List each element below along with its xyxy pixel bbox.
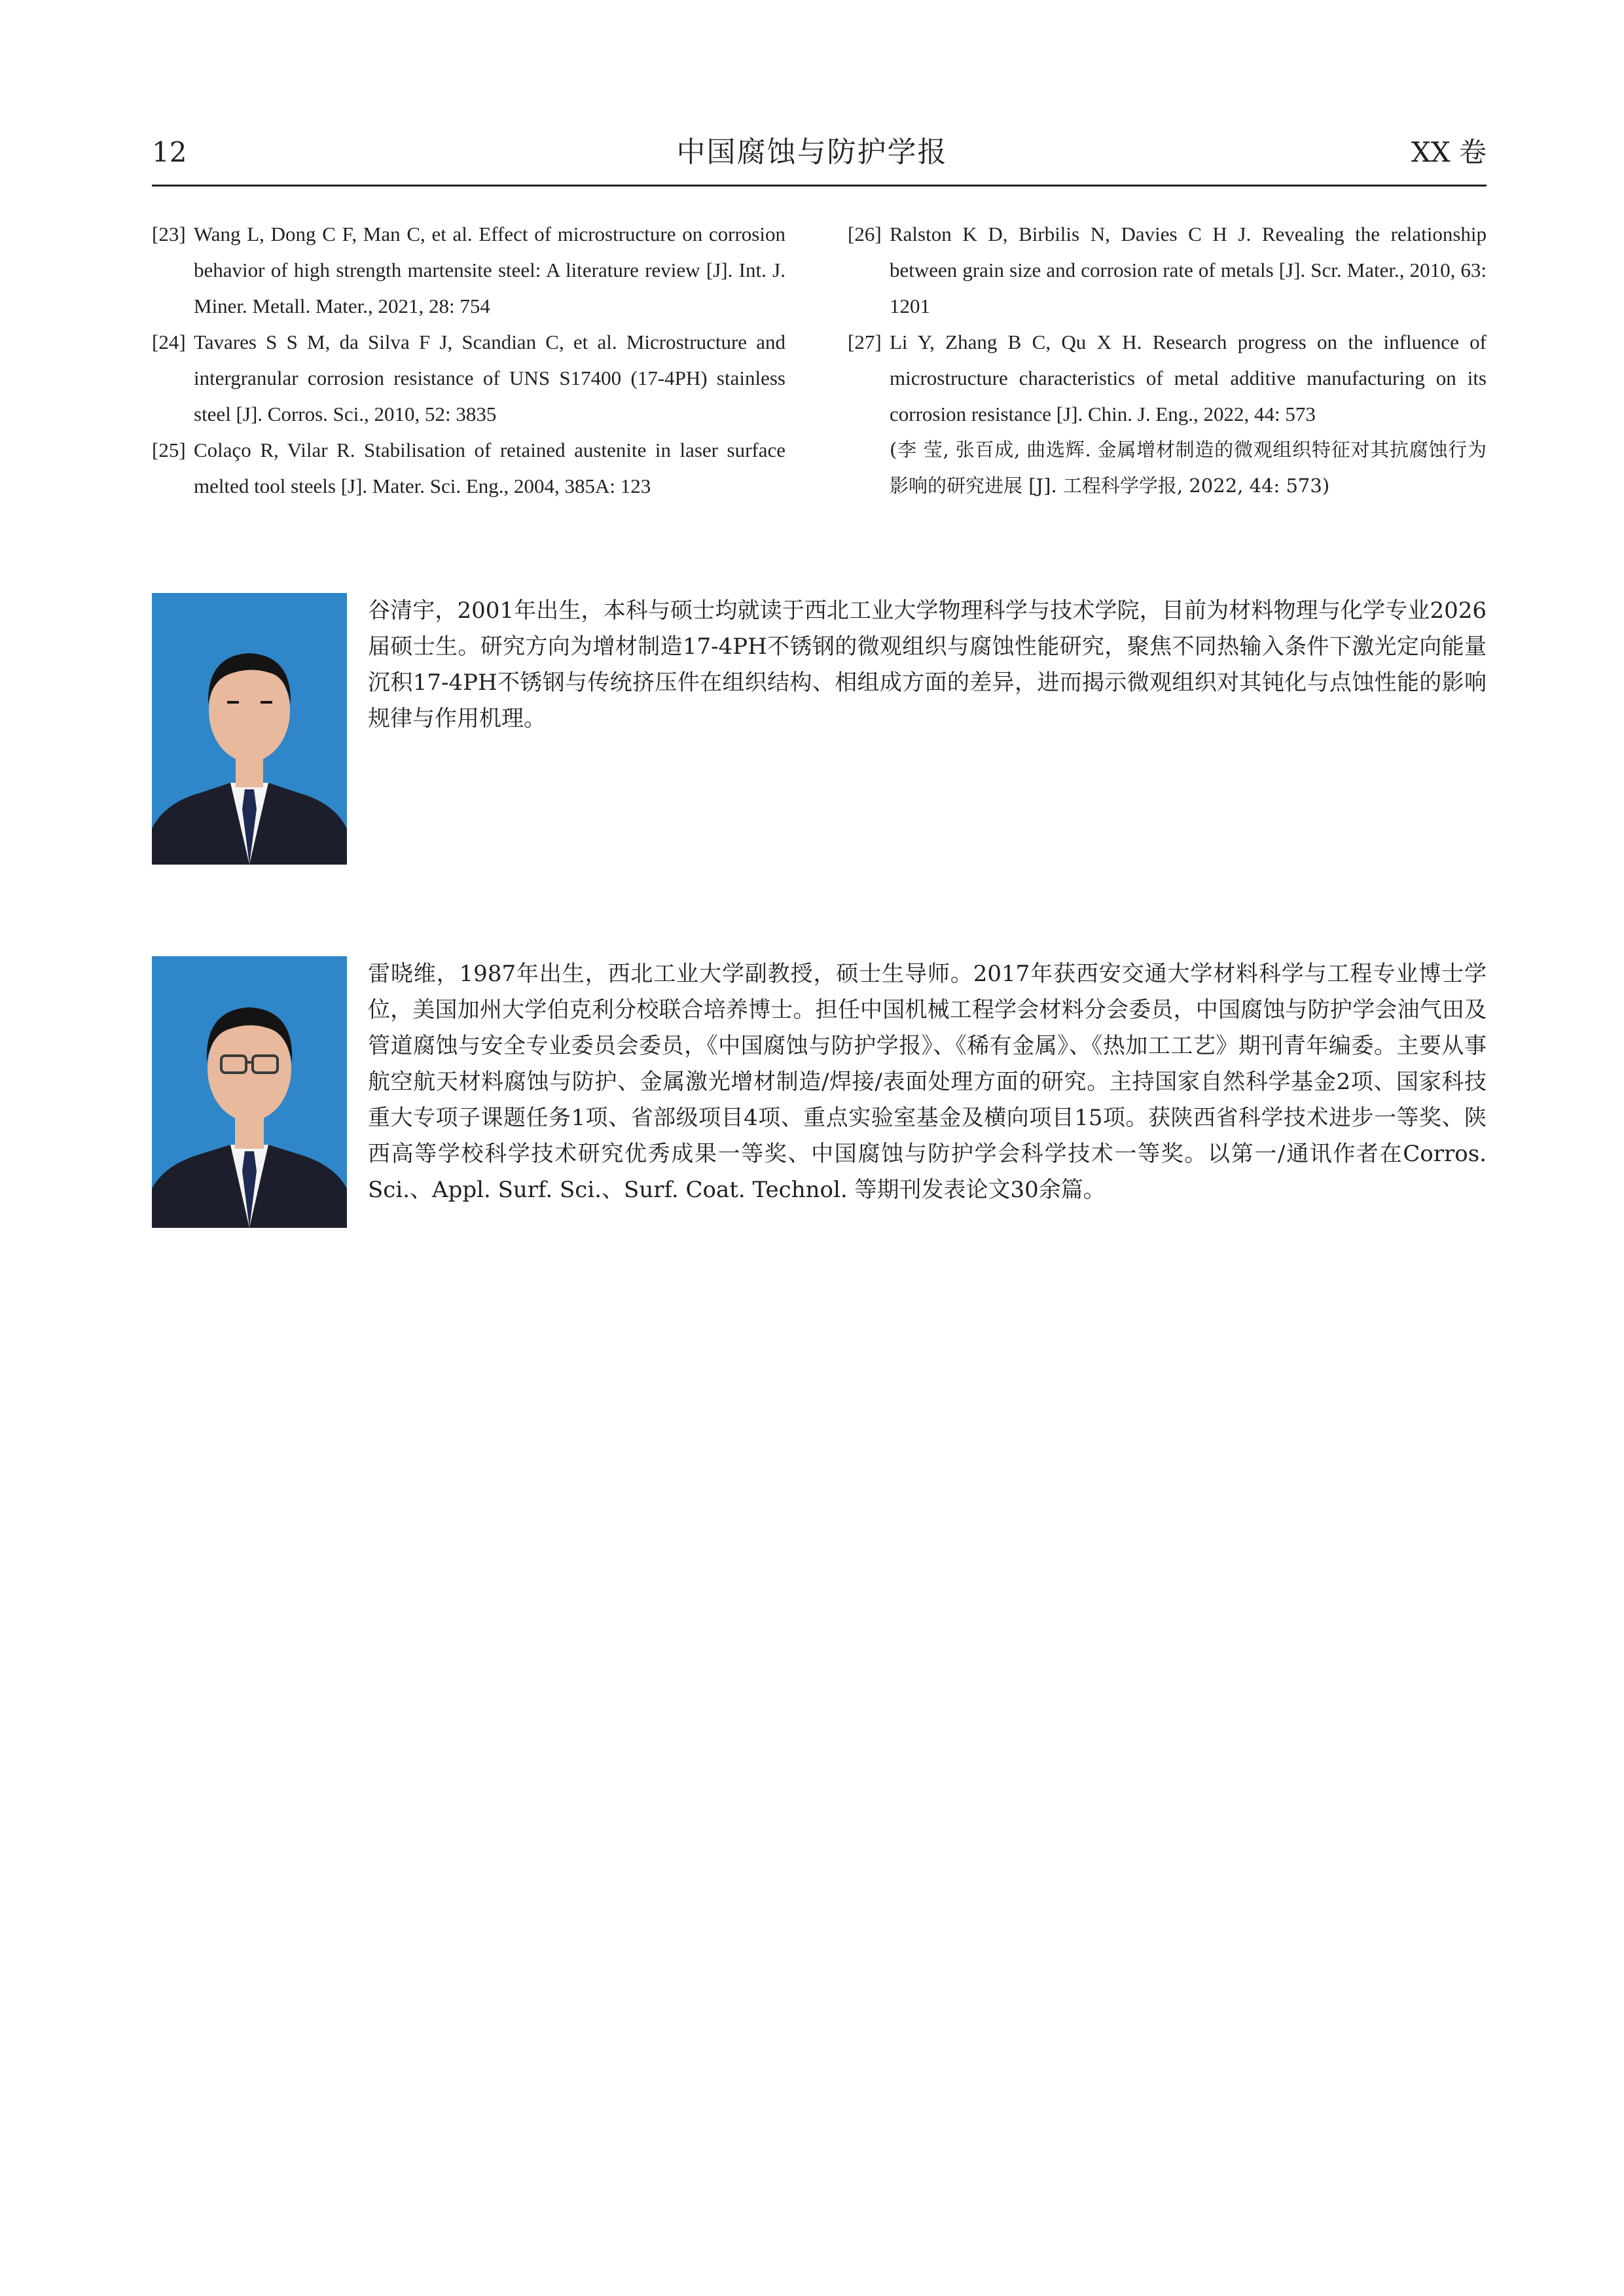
volume-label: XX 卷	[1411, 136, 1487, 168]
portrait-illustration	[152, 956, 347, 1228]
reference-item	[152, 432, 785, 504]
page-number: 12	[152, 136, 187, 168]
reference-text: Li Y, Zhang B C, Qu X H. Research progress on the influence of microstructure characteristics of metal additive manufacturing on its corrosion resistance [J]. Chin. J. Eng., 2022, 44: 573	[890, 331, 1487, 425]
reference-number: [26]	[848, 223, 882, 245]
journal-title: 中国腐蚀与防护学报	[676, 135, 948, 169]
references-left-column	[152, 216, 785, 504]
reference-number: [25]	[152, 439, 186, 461]
reference-number: [24]	[152, 331, 186, 353]
reference-item	[848, 324, 1487, 504]
author-photo-2	[152, 956, 347, 1228]
reference-text: Colaço R, Vilar R. Stabilisation of retained austenite in laser surface melted tool steels [J]. Mater. Sci. Eng., 2004, 385A: 123	[194, 439, 785, 497]
reference-number: [23]	[152, 223, 186, 245]
portrait-illustration	[152, 593, 347, 865]
reference-text: Ralston K D, Birbilis N, Davies C H J. Revealing the relationship between grain size and corrosion rate of metals [J]. Scr. Mater., 2010, 63: 1201	[890, 223, 1487, 317]
references-right-column	[848, 216, 1487, 504]
reference-text: Wang L, Dong C F, Man C, et al. Effect of microstructure on corrosion behavior of high strength martensite steel: A literature review [J]. Int. J. Miner. Metall. Mater., 2021, 28: 754	[194, 223, 785, 317]
header-rule	[152, 185, 1487, 187]
reference-chinese-translation: (李 莹, 张百成, 曲选辉. 金属增材制造的微观组织特征对其抗腐蚀行为影响的研究进展 [J]. 工程科学学报, 2022, 44: 573)	[890, 439, 1487, 497]
reference-number: [27]	[848, 331, 882, 353]
author-photo-1	[152, 593, 347, 865]
reference-item	[152, 324, 785, 432]
reference-text: Tavares S S M, da Silva F J, Scandian C, et al. Microstructure and intergranular corrosion resistance of UNS S17400 (17-4PH) stainless steel [J]. Corros. Sci., 2010, 52: 3835	[194, 331, 785, 425]
bio-text-2: 雷晓维，1987年出生，西北工业大学副教授，硕士生导师。2017年获西安交通大学材料科学与工程专业博士学位，美国加州大学伯克利分校联合培养博士。担任中国机械工程学会材料分会委员，中国腐蚀与防护学会油气田及管道腐蚀与安全专业委员会委员，《中国腐蚀与防护学报》、《稀有金属》、《热加工工艺》期刊青年编委。主要从事航空航天材料腐蚀与防护、金属激光增材制造/焊接/表面处理方面的研究。主持国家自然科学基金2项、国家科技重大专项子课题任务1项、省部级项目4项、重点实验室基金及横向项目15项。获陕西省科学技术进步一等奖、陕西高等学校科学技术研究优秀成果一等奖、中国腐蚀与防护学会科学技术一等奖。以第一/通讯作者在Corros. Sci.、Appl. Surf. Sci.、Surf. Coat. Technol. 等期刊发表论文30余篇。	[368, 961, 1487, 1203]
bio-text-1: 谷清宇，2001年出生，本科与硕士均就读于西北工业大学物理科学与技术学院，目前为材料物理与化学专业2026届硕士生。研究方向为增材制造17-4PH不锈钢的微观组织与腐蚀性能研究，聚焦不同热输入条件下激光定向能量沉积17-4PH不锈钢与传统挤压件在组织结构、相组成方面的差异，进而揭示微观组织对其钝化与点蚀性能的影响规律与作用机理。	[368, 598, 1487, 732]
reference-item	[152, 216, 785, 324]
reference-item	[848, 216, 1487, 324]
